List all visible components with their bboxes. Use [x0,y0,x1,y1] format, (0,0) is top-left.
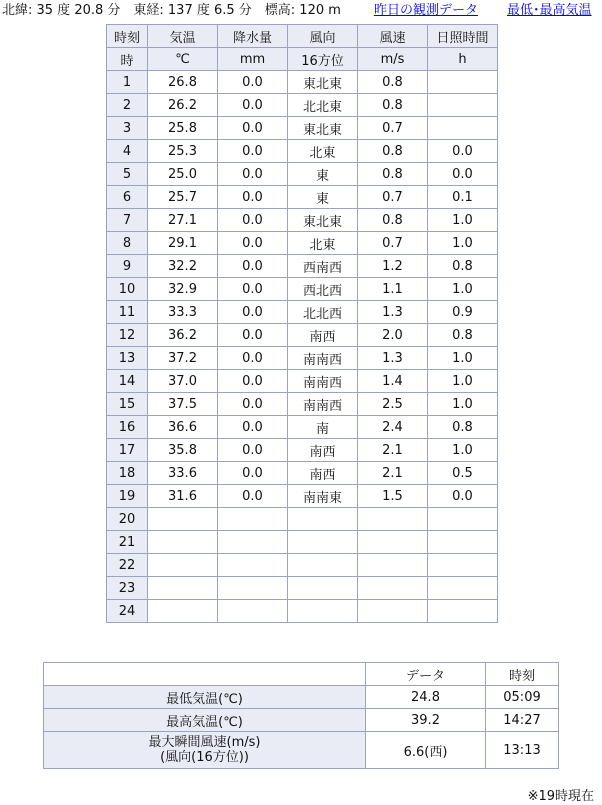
cell-wind-speed: 2.4 [358,416,428,439]
cell-hour: 17 [107,439,148,462]
cell-sunshine [428,577,498,600]
cell-precipitation: 0.0 [218,416,288,439]
unit-hour: 時 [107,48,148,71]
cell-wind-direction: 南南東 [288,485,358,508]
table-row [107,71,498,94]
cell-temperature: 37.2 [148,347,218,370]
table-row [107,278,498,301]
unit-sunshine: h [428,48,498,71]
cell-wind-direction: 北東 [288,140,358,163]
table-row [107,508,498,531]
gust-time: 13:13 [486,732,559,769]
cell-wind-direction: 南 [288,416,358,439]
table-row [107,163,498,186]
cell-wind-speed: 0.8 [358,163,428,186]
cell-wind-direction: 東北東 [288,209,358,232]
cell-sunshine: 1.0 [428,232,498,255]
cell-sunshine: 0.0 [428,485,498,508]
unit-precipitation: mm [218,48,288,71]
cell-precipitation [218,600,288,623]
summary-row-min [44,686,559,709]
cell-hour: 20 [107,508,148,531]
table-row [107,301,498,324]
cell-wind-direction [288,531,358,554]
header-sunshine: 日照時間 [428,25,498,48]
unit-temperature: ℃ [148,48,218,71]
gust-label-line2: (風向(16方位)) [160,750,249,765]
cell-precipitation: 0.0 [218,485,288,508]
table-row [107,485,498,508]
cell-wind-direction: 北北東 [288,94,358,117]
daily-summary-table [43,662,559,769]
cell-wind-direction: 東 [288,186,358,209]
table-row [107,577,498,600]
cell-temperature: 25.3 [148,140,218,163]
cell-precipitation: 0.0 [218,370,288,393]
cell-precipitation [218,554,288,577]
cell-hour: 22 [107,554,148,577]
summary-row-max [44,709,559,732]
cell-hour: 3 [107,117,148,140]
cell-wind-speed: 1.2 [358,255,428,278]
table-row [107,324,498,347]
cell-hour: 5 [107,163,148,186]
cell-precipitation: 0.0 [218,347,288,370]
cell-wind-speed [358,531,428,554]
cell-wind-speed [358,554,428,577]
max-temp-value: 39.2 [366,709,486,732]
cell-wind-direction: 東北東 [288,71,358,94]
cell-hour: 8 [107,232,148,255]
cell-wind-speed: 0.8 [358,71,428,94]
cell-wind-speed: 0.7 [358,186,428,209]
cell-sunshine [428,71,498,94]
cell-temperature: 37.0 [148,370,218,393]
cell-wind-direction: 西南西 [288,255,358,278]
cell-sunshine: 0.0 [428,140,498,163]
cell-precipitation: 0.0 [218,324,288,347]
cell-precipitation: 0.0 [218,209,288,232]
cell-precipitation: 0.0 [218,232,288,255]
table-row [107,462,498,485]
cell-wind-direction: 東北東 [288,117,358,140]
max-temp-label: 最高気温(℃) [44,709,366,732]
cell-wind-speed: 1.3 [358,347,428,370]
table-row [107,186,498,209]
cell-temperature: 26.8 [148,71,218,94]
cell-temperature [148,508,218,531]
cell-hour: 19 [107,485,148,508]
unit-wind-speed: m/s [358,48,428,71]
cell-wind-speed [358,577,428,600]
cell-sunshine: 1.0 [428,347,498,370]
yesterday-data-link[interactable]: 昨日の観測データ [374,3,479,18]
cell-wind-direction: 西北西 [288,278,358,301]
summary-row-gust [44,732,559,769]
summary-header-row [44,663,559,686]
cell-wind-speed: 0.7 [358,117,428,140]
cell-hour: 14 [107,370,148,393]
cell-precipitation: 0.0 [218,94,288,117]
cell-temperature [148,531,218,554]
cell-temperature: 33.6 [148,462,218,485]
cell-wind-speed: 1.3 [358,301,428,324]
table-header-row [107,25,498,48]
cell-temperature: 25.0 [148,163,218,186]
location-text: 北緯: 35 度 20.8 分 東経: 137 度 6.5 分 標高: 120 m [2,3,341,18]
gust-value: 6.6(西) [366,732,486,769]
cell-sunshine: 0.0 [428,163,498,186]
cell-hour: 21 [107,531,148,554]
cell-precipitation: 0.0 [218,278,288,301]
table-row [107,232,498,255]
cell-temperature: 36.2 [148,324,218,347]
cell-precipitation: 0.0 [218,186,288,209]
table-unit-row [107,48,498,71]
cell-wind-speed: 0.8 [358,94,428,117]
cell-precipitation: 0.0 [218,255,288,278]
cell-precipitation: 0.0 [218,71,288,94]
cell-wind-direction [288,600,358,623]
cell-sunshine: 0.9 [428,301,498,324]
header-precipitation: 降水量 [218,25,288,48]
cell-temperature: 36.6 [148,416,218,439]
cell-wind-speed: 1.5 [358,485,428,508]
cell-precipitation: 0.0 [218,393,288,416]
cell-sunshine [428,531,498,554]
cell-wind-direction: 南南西 [288,347,358,370]
header-wind-speed: 風速 [358,25,428,48]
summary-corner [44,663,366,686]
cell-wind-direction: 北北西 [288,301,358,324]
unit-wind-direction: 16方位 [288,48,358,71]
cell-precipitation: 0.0 [218,117,288,140]
table-row [107,94,498,117]
table-row [107,209,498,232]
summary-header-time: 時刻 [486,663,559,686]
min-temp-time: 05:09 [486,686,559,709]
cell-sunshine: 0.5 [428,462,498,485]
table-row [107,255,498,278]
cell-hour: 9 [107,255,148,278]
cell-wind-direction: 北東 [288,232,358,255]
cell-hour: 7 [107,209,148,232]
cell-precipitation: 0.0 [218,163,288,186]
table-row [107,140,498,163]
header-hour: 時刻 [107,25,148,48]
cell-wind-speed: 1.4 [358,370,428,393]
cell-precipitation [218,531,288,554]
table-row [107,554,498,577]
gust-label-line1: 最大瞬間風速(m/s) [148,735,261,750]
cell-precipitation: 0.0 [218,301,288,324]
location-info [2,2,592,20]
cell-temperature: 29.1 [148,232,218,255]
cell-hour: 24 [107,600,148,623]
table-row [107,600,498,623]
summary-header-data: データ [366,663,486,686]
cell-precipitation [218,508,288,531]
cell-temperature [148,554,218,577]
min-max-temp-link[interactable]: 最低･最高気温 [507,3,592,18]
cell-temperature: 35.8 [148,439,218,462]
min-temp-value: 24.8 [366,686,486,709]
cell-temperature: 25.8 [148,117,218,140]
cell-sunshine: 0.8 [428,324,498,347]
cell-temperature: 37.5 [148,393,218,416]
cell-sunshine [428,554,498,577]
cell-wind-direction [288,577,358,600]
cell-wind-speed: 2.0 [358,324,428,347]
cell-hour: 2 [107,94,148,117]
cell-precipitation [218,577,288,600]
header-wind-direction: 風向 [288,25,358,48]
cell-wind-direction: 南西 [288,324,358,347]
cell-sunshine: 0.1 [428,186,498,209]
table-row [107,439,498,462]
cell-sunshine: 1.0 [428,393,498,416]
cell-wind-speed [358,508,428,531]
header-temperature: 気温 [148,25,218,48]
as-of-note: ※19時現在 [527,789,594,804]
cell-sunshine: 0.8 [428,416,498,439]
cell-hour: 1 [107,71,148,94]
cell-sunshine [428,600,498,623]
cell-temperature: 31.6 [148,485,218,508]
max-temp-time: 14:27 [486,709,559,732]
cell-temperature: 33.3 [148,301,218,324]
table-row [107,416,498,439]
cell-temperature: 32.9 [148,278,218,301]
cell-sunshine: 0.8 [428,255,498,278]
table-row [107,347,498,370]
cell-wind-direction: 南西 [288,462,358,485]
table-row [107,393,498,416]
cell-hour: 13 [107,347,148,370]
cell-wind-direction: 南南西 [288,370,358,393]
cell-hour: 11 [107,301,148,324]
cell-hour: 16 [107,416,148,439]
cell-sunshine [428,94,498,117]
cell-sunshine: 1.0 [428,278,498,301]
cell-hour: 23 [107,577,148,600]
cell-sunshine: 1.0 [428,370,498,393]
cell-precipitation: 0.0 [218,439,288,462]
cell-wind-speed [358,600,428,623]
cell-hour: 18 [107,462,148,485]
cell-hour: 6 [107,186,148,209]
cell-sunshine [428,508,498,531]
cell-wind-speed: 2.1 [358,462,428,485]
hourly-observation-table [106,24,498,623]
cell-sunshine [428,117,498,140]
table-row [107,370,498,393]
cell-wind-speed: 0.8 [358,140,428,163]
cell-hour: 12 [107,324,148,347]
cell-wind-direction [288,508,358,531]
cell-wind-speed: 0.8 [358,209,428,232]
cell-temperature [148,577,218,600]
table-row [107,531,498,554]
cell-sunshine: 1.0 [428,209,498,232]
cell-temperature [148,600,218,623]
cell-wind-direction: 東 [288,163,358,186]
cell-wind-speed: 1.1 [358,278,428,301]
table-row [107,117,498,140]
min-temp-label: 最低気温(℃) [44,686,366,709]
cell-precipitation: 0.0 [218,140,288,163]
cell-wind-direction: 南西 [288,439,358,462]
cell-temperature: 26.2 [148,94,218,117]
gust-label [44,732,366,769]
cell-wind-speed: 2.5 [358,393,428,416]
cell-wind-speed: 0.7 [358,232,428,255]
cell-hour: 15 [107,393,148,416]
cell-wind-direction [288,554,358,577]
cell-wind-direction: 南南西 [288,393,358,416]
cell-temperature: 25.7 [148,186,218,209]
cell-sunshine: 1.0 [428,439,498,462]
cell-wind-speed: 2.1 [358,439,428,462]
cell-hour: 4 [107,140,148,163]
cell-temperature: 27.1 [148,209,218,232]
cell-precipitation: 0.0 [218,462,288,485]
cell-temperature: 32.2 [148,255,218,278]
cell-hour: 10 [107,278,148,301]
